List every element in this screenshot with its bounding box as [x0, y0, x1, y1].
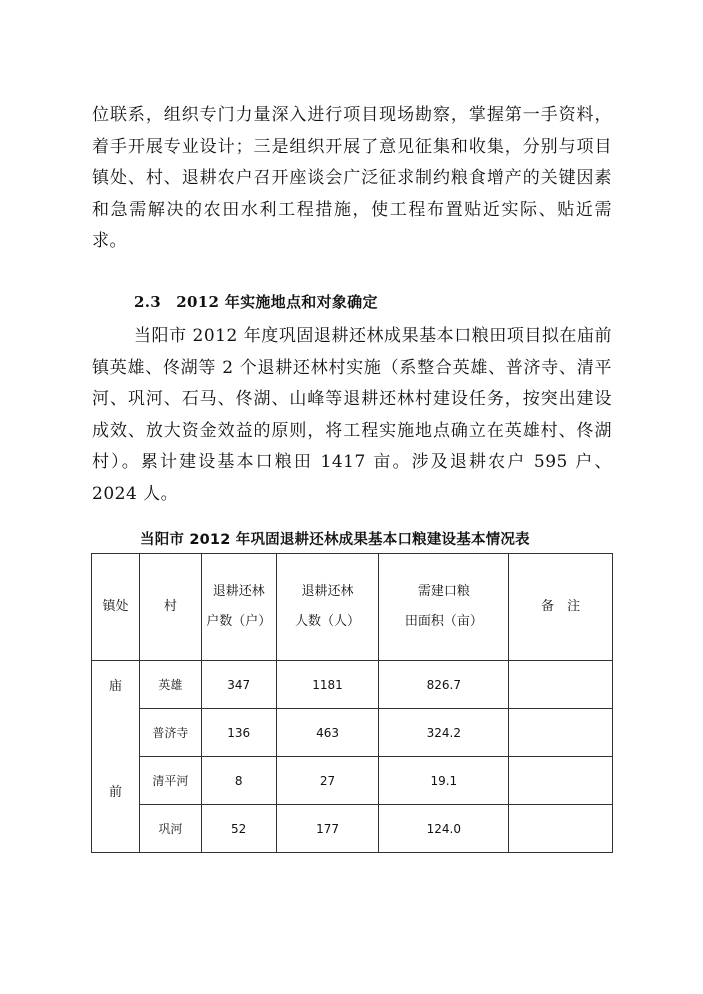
town-char-2: 前 [108, 785, 122, 800]
table-row [92, 805, 613, 853]
cell-households: 347 [201, 661, 276, 709]
header-remarks: 备 注 [509, 554, 613, 661]
cell-village: 清平河 [139, 757, 201, 805]
header-area-line2: 田面积（亩） [404, 614, 483, 629]
summary-table [91, 553, 613, 853]
table-row [92, 709, 613, 757]
cell-people: 463 [276, 709, 379, 757]
table-caption: 当阳市 2012 年巩固退耕还林成果基本口粮建设基本情况表 [140, 532, 530, 548]
cell-people: 177 [276, 805, 379, 853]
table-row [92, 661, 613, 709]
cell-households: 8 [201, 757, 276, 805]
table-row [92, 757, 613, 805]
cell-village: 巩河 [139, 805, 201, 853]
header-people-line2: 人数（人） [295, 614, 361, 629]
header-area-line1: 需建口粮 [417, 584, 470, 599]
cell-remarks [509, 661, 613, 709]
cell-remarks [509, 709, 613, 757]
cell-area: 324.2 [379, 709, 509, 757]
cell-village: 英雄 [139, 661, 201, 709]
town-char-1: 庙 [108, 679, 122, 694]
header-village: 村 [139, 554, 201, 661]
header-town: 镇处 [92, 554, 140, 661]
cell-households: 136 [201, 709, 276, 757]
town-cell [92, 661, 140, 853]
cell-area: 19.1 [379, 757, 509, 805]
body-paragraph-1: 位联系，组织专门力量深入进行项目现场勘察，掌握第一手资料，着手开展专业设计；三是组织开展了意见征集和收集，分别与项目镇处、村、退耕农户召开座谈会广泛征求制约粮食增产的关键因素和急需解决的农田水利工程措施，使工程布置贴近实际、贴近需求。 [92, 105, 612, 252]
cell-people: 27 [276, 757, 379, 805]
body-paragraph-2: 当阳市 2012 年度巩固退耕还林成果基本口粮田项目拟在庙前镇英雄、佟湖等 2 个退耕还林村实施（系整合英雄、普济寺、清平河、巩河、石马、佟湖、山峰等退耕还林村建设任务，按突出建设成效、放大资金效益的原则，将工程实施地点确立在英雄村、佟湖村）。累计建设基本口粮田 1417 亩。涉及退耕农户 595 户、2024 人。 [92, 326, 612, 504]
cell-area: 124.0 [379, 805, 509, 853]
cell-remarks [509, 757, 613, 805]
table-header-row [92, 554, 613, 661]
header-area [379, 554, 509, 661]
section-heading: 2.3 2012 年实施地点和对象确定 [134, 293, 378, 311]
cell-remarks [509, 805, 613, 853]
header-households-line1: 退耕还林 [212, 584, 265, 599]
header-households-line2: 户数（户） [206, 614, 272, 629]
cell-people: 1181 [276, 661, 379, 709]
cell-households: 52 [201, 805, 276, 853]
header-households [201, 554, 276, 661]
cell-area: 826.7 [379, 661, 509, 709]
header-people-line1: 退耕还林 [301, 584, 354, 599]
cell-village: 普济寺 [139, 709, 201, 757]
header-people [276, 554, 379, 661]
